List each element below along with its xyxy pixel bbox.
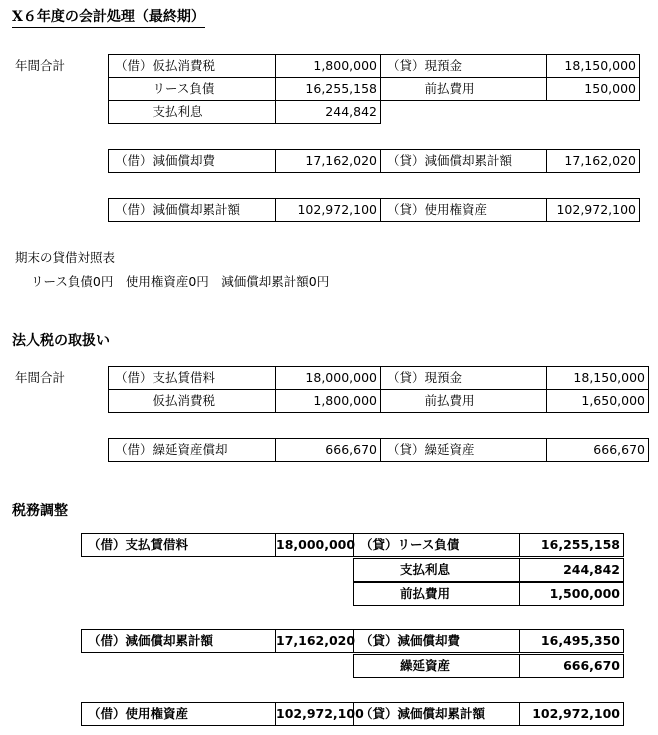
credit-amount: 1,500,000 — [519, 582, 624, 606]
debit-account: （借）支払賃借料 — [81, 533, 276, 557]
debit-account: （借）支払賃借料 — [108, 366, 276, 390]
credit-account: （貸）リース負債 — [353, 533, 520, 557]
credit-account: （貸）現預金 — [380, 366, 547, 390]
debit-account: （借）繰延資産償却 — [108, 438, 276, 462]
credit-account: （貸）減価償却累計額 — [353, 702, 520, 726]
debit-account: （借）減価償却費 — [108, 149, 276, 173]
credit-account: 前払費用 — [353, 582, 520, 606]
debit-amount: 1,800,000 — [275, 389, 381, 413]
annual-total-label-tax: 年間合計 — [15, 370, 66, 385]
debit-amount: 17,162,020 — [275, 149, 381, 173]
credit-amount: 1,650,000 — [546, 389, 649, 413]
credit-amount: 244,842 — [519, 558, 624, 582]
debit-amount: 102,972,100 — [275, 198, 381, 222]
credit-amount: 16,495,350 — [519, 629, 624, 653]
annual-total-label: 年間合計 — [15, 58, 66, 73]
debit-account: リース負債 — [108, 77, 276, 101]
credit-account: 支払利息 — [353, 558, 520, 582]
credit-account: 前払費用 — [380, 389, 547, 413]
credit-amount: 102,972,100 — [546, 198, 640, 222]
credit-amount: 150,000 — [546, 77, 640, 101]
debit-amount: 1,800,000 — [275, 54, 381, 78]
balance-sheet-items: リース負債0円 使用権資産0円 減価償却累計額0円 — [31, 274, 330, 289]
debit-account: 支払利息 — [108, 100, 276, 124]
credit-account: （貸）繰延資産 — [380, 438, 547, 462]
debit-amount: 18,000,000 — [275, 366, 381, 390]
credit-account: （貸）減価償却累計額 — [380, 149, 547, 173]
debit-amount: 666,670 — [275, 438, 381, 462]
debit-account: （借）使用権資産 — [81, 702, 276, 726]
page-title: X６年度の会計処理（最終期） — [12, 8, 205, 28]
credit-account: （貸）現預金 — [380, 54, 547, 78]
balance-sheet-title: 期末の貸借対照表 — [15, 250, 116, 265]
credit-account: （貸）使用権資産 — [380, 198, 547, 222]
debit-amount: 16,255,158 — [275, 77, 381, 101]
tax-adjustment-heading: 税務調整 — [12, 503, 68, 519]
debit-account: （借）減価償却累計額 — [108, 198, 276, 222]
credit-amount: 17,162,020 — [546, 149, 640, 173]
credit-amount: 666,670 — [546, 438, 649, 462]
debit-account: （借）仮払消費税 — [108, 54, 276, 78]
credit-amount: 666,670 — [519, 654, 624, 678]
credit-amount: 18,150,000 — [546, 54, 640, 78]
debit-account: （借）減価償却累計額 — [81, 629, 276, 653]
debit-amount: 102,972,100 — [275, 702, 354, 726]
credit-amount: 18,150,000 — [546, 366, 649, 390]
credit-amount: 102,972,100 — [519, 702, 624, 726]
credit-amount: 16,255,158 — [519, 533, 624, 557]
tax-treatment-heading: 法人税の取扱い — [12, 333, 110, 349]
credit-account: （貸）減価償却費 — [353, 629, 520, 653]
debit-account: 仮払消費税 — [108, 389, 276, 413]
debit-amount: 18,000,000 — [275, 533, 354, 557]
debit-amount: 244,842 — [275, 100, 381, 124]
debit-amount: 17,162,020 — [275, 629, 354, 653]
credit-account: 前払費用 — [380, 77, 547, 101]
credit-account: 繰延資産 — [353, 654, 520, 678]
